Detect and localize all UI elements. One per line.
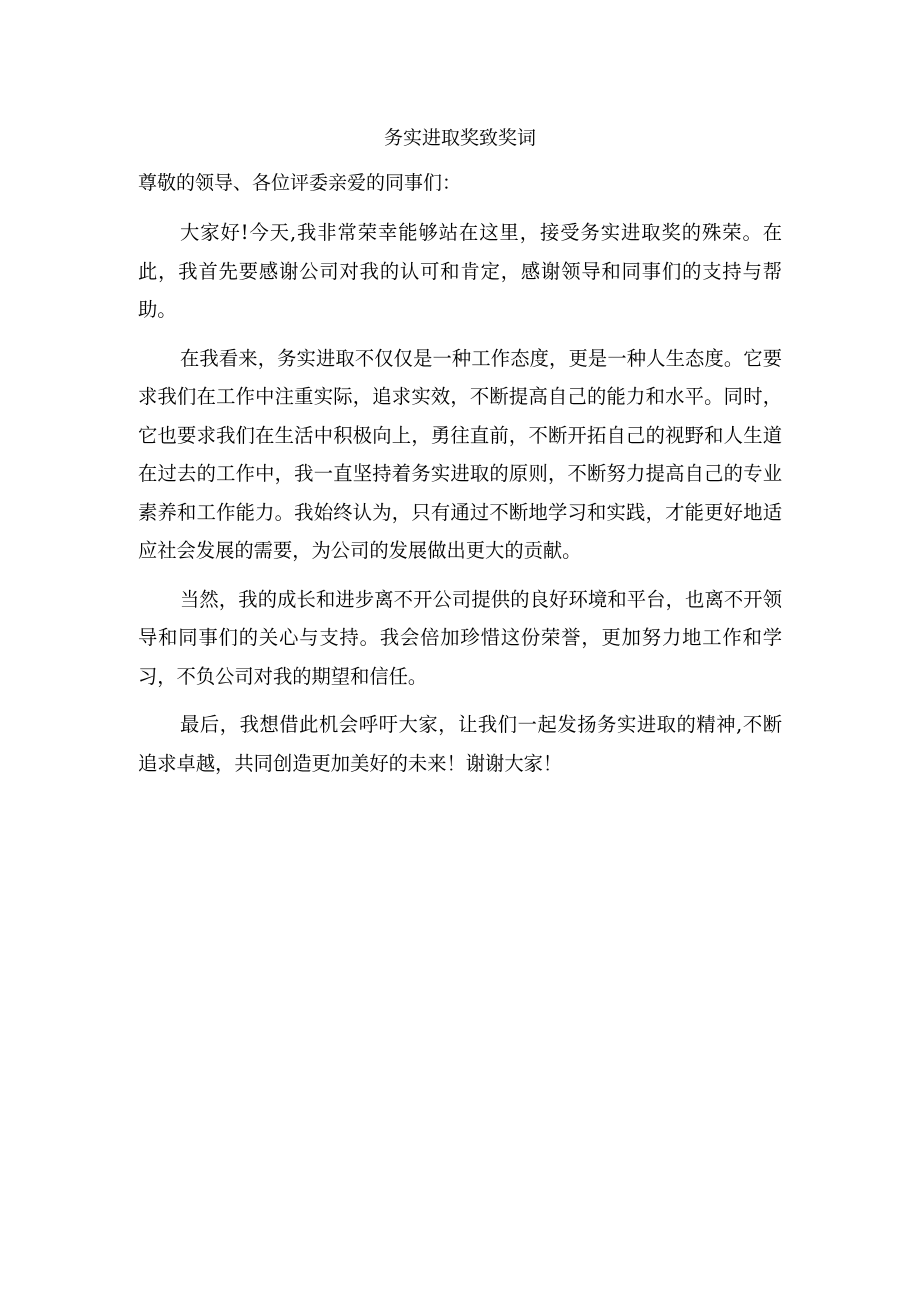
paragraph-philosophy: 在我看来，务实进取不仅仅是一种工作态度，更是一种人生态度。它要求我们在工作中注重实际，追求实效，不断提高自己的能力和水平。同时，它也要求我们在生活中积极向上，勇往直前，不断开拓自己的视野和人生道在过去的工作中，我一直坚持着务实进取的原则，不断努力提高自己的专业素养和工作能力。我始终认为，只有通过不断地学习和实践，才能更好地适应社会发展的需要，为公司的发展做出更大的贡献。 [138, 346, 782, 562]
document-title: 务实进取奖致奖词 [383, 127, 536, 149]
document-body [138, 214, 782, 793]
paragraph-closing: 最后，我想借此机会呼吁大家，让我们一起发扬务实进取的精神,不断追求卓越，共同创造更加美好的未来！谢谢大家！ [138, 713, 782, 775]
paragraph-greeting: 大家好!今天,我非常荣幸能够站在这里，接受务实进取奖的殊荣。在此，我首先要感谢公司对我的认可和肯定，感谢领导和同事们的支持与帮助。 [138, 221, 782, 321]
paragraph-gratitude: 当然，我的成长和进步离不开公司提供的良好环境和平台，也离不开领导和同事们的关心与支持。我会倍加珍惜这份荣誉，更加努力地工作和学习，不负公司对我的期望和信任。 [138, 587, 782, 688]
salutation: 尊敬的领导、各位评委亲爱的同事们： [138, 172, 462, 194]
